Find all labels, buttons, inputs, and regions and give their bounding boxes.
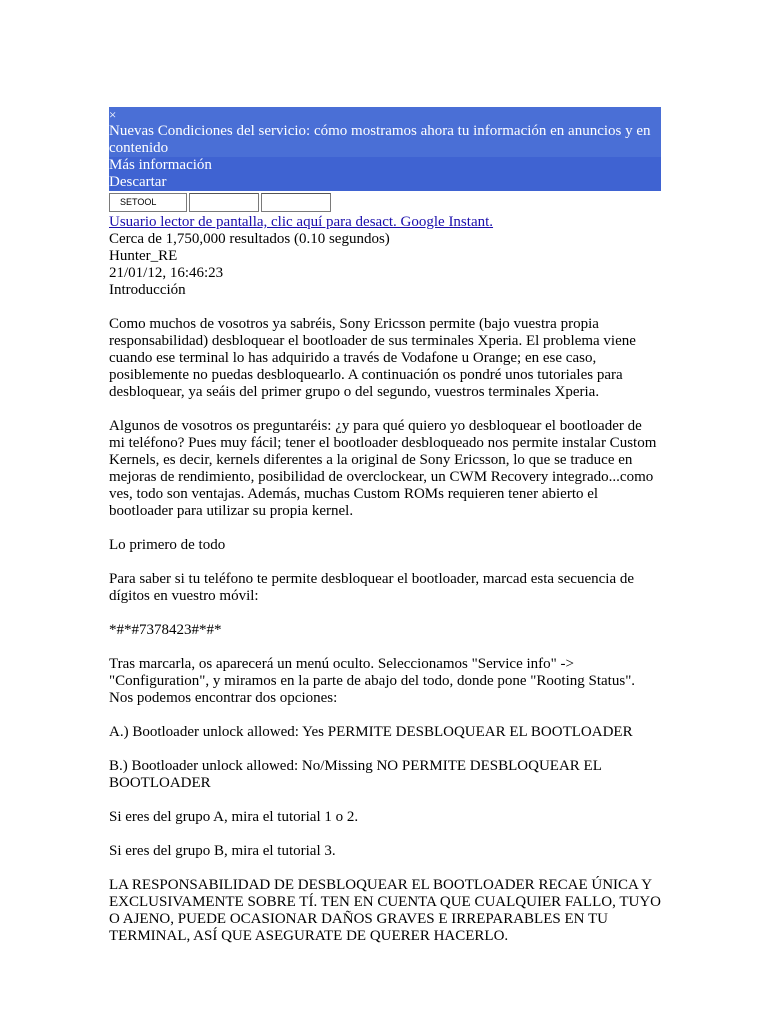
- terms-banner: [109, 107, 661, 191]
- close-icon[interactable]: ×: [109, 107, 117, 122]
- post-date: 21/01/12, 16:46:23: [109, 265, 224, 281]
- search-form: [109, 192, 661, 213]
- dial-code: *#*#7378423#*#*: [109, 622, 222, 638]
- option-a: A.) Bootloader unlock allowed: Yes PERMITE DESBLOQUEAR EL BOOTLOADER: [109, 724, 633, 740]
- paragraph: Algunos de vosotros os preguntaréis: ¿y para qué quiero yo desbloquear el bootloader de mi teléfono? Pues muy fácil; tener el bootloader desbloqueado nos permite instalar Custom Kernels, es decir, kernels diferentes a la original de Sony Ericsson, lo que se traduce en mejoras de rendimiento, posibilidad de overclockear, un CWM Recovery integrado...como ves, todo son ventajas. Además, muchas Custom ROMs requieren tener abierto el bootloader para utilizar su propia kernel.: [109, 418, 657, 519]
- paragraph: Para saber si tu teléfono te permite desbloquear el bootloader, marcad esta secuencia de dígitos en vuestro móvil:: [109, 571, 635, 604]
- dismiss-link[interactable]: Descartar: [109, 174, 167, 190]
- screen-reader-link[interactable]: Usuario lector de pantalla, clic aquí para desact. Google Instant.: [109, 214, 494, 230]
- paragraph: Tras marcarla, os aparecerá un menú oculto. Seleccionamos "Service info" -> "Configuration", y miramos en la parte de abajo del todo, donde pone "Rooting Status". Nos podemos encontrar dos opciones:: [109, 656, 636, 706]
- post-author: Hunter_RE: [109, 248, 178, 264]
- section-heading: Lo primero de todo: [109, 537, 226, 553]
- search-input[interactable]: SETOOL: [109, 193, 187, 212]
- warning-paragraph: LA RESPONSABILIDAD DE DESBLOQUEAR EL BOOTLOADER RECAE ÚNICA Y EXCLUSIVAMENTE SOBRE TÍ. TEN EN CUENTA QUE CUALQUIER FALLO, TUYO O AJENO, PUEDE OCASIONAR DAÑOS GRAVES E IRREPARABLES EN TU TERMINAL, ASÍ QUE ASEGURATE DE QUERER HACERLO.: [109, 877, 661, 944]
- post-heading: Introducción: [109, 282, 186, 298]
- option-b: B.) Bootloader unlock allowed: No/Missing NO PERMITE DESBLOQUEAR EL BOOTLOADER: [109, 758, 602, 791]
- spacer: [109, 299, 661, 316]
- form-field-2[interactable]: [189, 193, 259, 212]
- more-info-link[interactable]: Más información: [109, 157, 212, 173]
- banner-actions: [109, 157, 661, 191]
- paragraph: Como muchos de vosotros ya sabréis, Sony Ericsson permite (bajo vuestra propia responsabilidad) desbloquear el bootloader de sus terminales Xperia. El problema viene cuando ese terminal lo has adquirido a través de Vodafone u Orange; en ese caso, posiblemente no puedas desbloquearlo. A continuación os pondré unos tutoriales para desbloquear, ya seáis del primer grupo o del segundo, vuestros terminales Xperia.: [109, 316, 636, 400]
- form-field-3[interactable]: [261, 193, 331, 212]
- results-count: Cerca de 1,750,000 resultados (0.10 segundos): [109, 231, 390, 247]
- page-content: [109, 107, 661, 962]
- paragraph: Si eres del grupo A, mira el tutorial 1 o 2.: [109, 809, 359, 825]
- paragraph: Si eres del grupo B, mira el tutorial 3.: [109, 843, 336, 859]
- banner-message: Nuevas Condiciones del servicio: cómo mostramos ahora tu información en anuncios y en contenido: [109, 123, 651, 156]
